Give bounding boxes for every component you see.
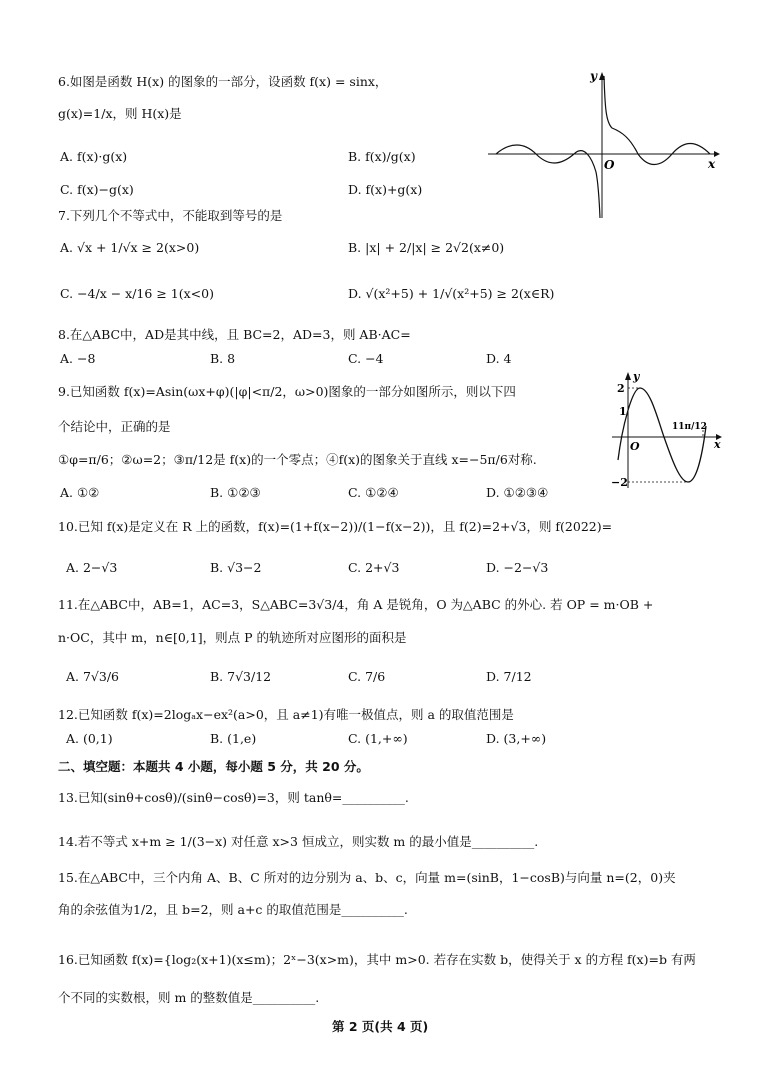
q9-graph-y-min: −2 [611,476,628,489]
section-fill-in-heading: 二、填空题：本题共 4 小题，每小题 5 分，共 20 分。 [58,759,369,774]
q9-option-d[interactable]: D. ①②③④ [486,485,549,500]
q9-graph-y-max: 2 [617,382,625,395]
q6-graph-origin: O [604,158,615,172]
q6-line2: g(x)=1/x，则 H(x)是 [58,106,182,121]
q8-stem: 8.在△ABC中，AD是其中线，且 BC=2，AD=3，则 AB·AC= [58,327,411,342]
q11-option-a[interactable]: A. 7√3/6 [66,669,120,684]
q11-line2: n·OC，其中 m，n∈[0,1]，则点 P 的轨迹所对应图形的面积是 [58,630,407,645]
q9-graph-x-mark: 11π/12 [672,422,707,432]
q6-option-a[interactable]: A. f(x)·g(x) [60,149,128,164]
q14-stem: 14.若不等式 x+m ≥ 1/(3−x) 对任意 x>3 恒成立，则实数 m 的最小值是__________. [58,834,539,849]
page-footer: 第 2 页(共 4 页) [332,1019,429,1034]
q7-option-a[interactable]: A. √x + 1/√x ≥ 2(x>0) [60,240,200,255]
q9-graph-origin: O [630,440,640,453]
q9-graph-y-arrow [625,372,631,380]
q9-graph-y-label: y [633,370,640,383]
q12-stem: 12.已知函数 f(x)=2logₐx−ex²(a>0，且 a≠1)有唯一极值点，则 a 的取值范围是 [58,707,514,722]
q15-line1: 15.在△ABC中，三个内角 A、B、C 所对的边分别为 a、b、c，向量 m=(sinB，1−cosB)与向量 n=(2，0)夹 [58,870,676,885]
q9-graph-y-one: 1 [619,405,627,418]
q6-graph-curve-left [496,145,600,218]
q8-option-c[interactable]: C. −4 [348,351,384,366]
q10-option-d[interactable]: D. −2−√3 [486,560,549,575]
q9-graph [606,368,724,492]
q11-line1: 11.在△ABC中，AB=1，AC=3，S△ABC=3√3/4，角 A 是锐角，O 为△ABC 的外心. 若 OP = m·OB + [58,597,654,612]
q7-option-c[interactable]: C. −4/x − x/16 ≥ 1(x<0) [60,286,214,301]
q6-graph-y-label: y [590,69,597,83]
q8-option-b[interactable]: B. 8 [210,351,236,366]
q8-option-d[interactable]: D. 4 [486,351,512,366]
q9-option-c[interactable]: C. ①②④ [348,485,399,500]
q9-graph-x-label: x [714,438,721,451]
q12-option-a[interactable]: A. (0,1) [66,731,113,746]
q6-option-b[interactable]: B. f(x)/g(x) [348,149,416,164]
q6-line1: 6.如图是函数 H(x) 的图象的一部分，设函数 f(x) = sinx， [58,74,388,89]
q16-line1: 16.已知函数 f(x)={log₂(x+1)(x≤m)；2ˣ−3(x>m)，其中 m>0. 若存在实数 b，使得关于 x 的方程 f(x)=b 有两 [58,952,696,967]
q12-option-b[interactable]: B. (1,e) [210,731,257,746]
q9-line3: ①φ=π/6；②ω=2；③π/12是 f(x)的一个零点；④f(x)的图象关于直线 x=−5π/6对称. [58,452,537,467]
q9-option-a[interactable]: A. ①② [60,485,100,500]
q12-option-c[interactable]: C. (1,+∞) [348,731,408,746]
q11-option-c[interactable]: C. 7/6 [348,669,386,684]
q9-option-b[interactable]: B. ①②③ [210,485,261,500]
q6-graph-x-label: x [708,157,716,171]
q9-graph-curve [618,388,706,482]
q13-stem: 13.已知(sinθ+cosθ)/(sinθ−cosθ)=3，则 tanθ=__________. [58,790,409,805]
q10-option-c[interactable]: C. 2+√3 [348,560,400,575]
q16-line2: 个不同的实数根，则 m 的整数值是__________. [58,990,320,1005]
q12-option-d[interactable]: D. (3,+∞) [486,731,547,746]
q9-line1: 9.已知函数 f(x)=Asin(ωx+φ)(|φ|<π/2，ω>0)图象的一部分如图所示，则以下四 [58,384,516,399]
q7-option-d[interactable]: D. √(x²+5) + 1/√(x²+5) ≥ 2(x∈R) [348,286,555,301]
q6-option-d[interactable]: D. f(x)+g(x) [348,182,423,197]
q6-graph-curve-right [604,76,710,165]
q6-graph [488,68,720,224]
q7-option-b[interactable]: B. |x| + 2/|x| ≥ 2√2(x≠0) [348,240,505,255]
q10-stem: 10.已知 f(x)是定义在 R 上的函数，f(x)=(1+f(x−2))/(1−f(x−2))，且 f(2)=2+√3，则 f(2022)= [58,519,613,534]
q9-line2: 个结论中，正确的是 [58,419,171,434]
q10-option-a[interactable]: A. 2−√3 [66,560,118,575]
q11-option-b[interactable]: B. 7√3/12 [210,669,272,684]
q11-option-d[interactable]: D. 7/12 [486,669,532,684]
q10-option-b[interactable]: B. √3−2 [210,560,262,575]
q15-line2: 角的余弦值为1/2，且 b=2，则 a+c 的取值范围是__________. [58,902,408,917]
q8-option-a[interactable]: A. −8 [60,351,96,366]
q7-stem: 7.下列几个不等式中，不能取到等号的是 [58,208,283,223]
q6-option-c[interactable]: C. f(x)−g(x) [60,182,134,197]
